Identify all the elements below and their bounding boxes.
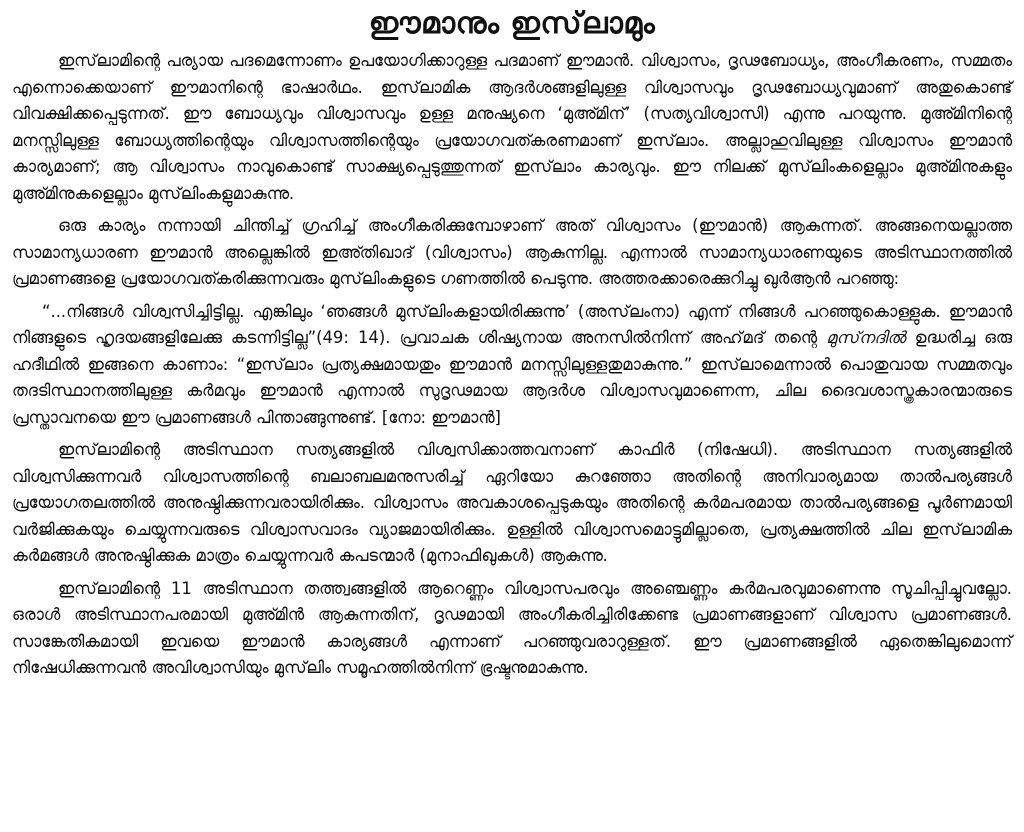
paragraph-quran-hadith-quote <box>12 299 1012 432</box>
document-page <box>12 4 1012 688</box>
quote-text-after-book: ഉദ്ധരിച്ച ഒരു ഹദീഥിൽ ഇങ്ങനെ കാണാം: “ഇസ്‌ലാം പ്രത്യക്ഷമായതും ഈമാൻ മനസ്സിലുള്ളതുമാകുന്നു.” ഇസ്‌ലാമെന്നാൽ പൊതുവായ സമ്മതവും തദടിസ്ഥാനത്തിലുള്ള കർമവും ഈമാൻ എന്നാൽ സുദൃഢമായ ആദർശ വിശ്വാസവുമാണെന്ന, ചില ദൈവശാസ്ത്രകാരന്മാരുടെ പ്രസ്താവനയെ ഈ പ്രമാണങ്ങൾ പിന്താങ്ങുന്നുണ്ട്. [നോ: ഈമാൻ] <box>12 328 1012 427</box>
paragraph-articles-of-faith: ഇസ്‌ലാമിന്റെ 11 അടിസ്ഥാന തത്ത്വങ്ങളിൽ ആറെണ്ണം വിശ്വാസപരവും അഞ്ചെണ്ണം കർമപരവുമാണെന്നു സൂചിപ്പിച്ചുവല്ലോ. ഒരാൾ അടിസ്ഥാനപരമായി മുഅ്മിൻ ആകുന്നതിന്, ദൃഢമായി അംഗീകരിച്ചിരിക്കേണ്ട പ്രമാണങ്ങളാണ് വിശ്വാസ പ്രമാണങ്ങൾ. സാങ്കേതികമായി ഇവയെ ഈമാൻ കാര്യങ്ങൾ എന്നാണ് പറഞ്ഞുവരാറുള്ളത്. ഈ പ്രമാണങ്ങളിൽ ഏതെങ്കിലുമൊന്ന് നിഷേധിക്കുന്നവൻ അവിശ്വാസിയും മുസ്‌ലിം സമൂഹത്തിൽനിന്ന് ഭ്രഷ്ടനുമാകുന്നു. <box>12 578 1012 677</box>
paragraph-belief-understanding: ഒരു കാര്യം നന്നായി ചിന്തിച്ച് ഗ്രഹിച്ച് അംഗീകരിക്കുമ്പോഴാണ് അത് വിശ്വാസം (ഈമാൻ) ആകുന്നത്. അങ്ങനെയല്ലാത്ത സാമാന്യധാരണ ഈമാൻ അല്ലെങ്കിൽ ഇഅ്തിഖാദ് (വിശ്വാസം) ആകുന്നില്ല. എന്നാൽ സാമാന്യധാരണയുടെ അടിസ്ഥാനത്തിൽ പ്രമാണങ്ങളെ പ്രയോഗവത്കരിക്കുന്നവരും മുസ്‌ലിംകളുടെ ഗണത്തിൽ പെടുന്നു. അത്തരക്കാരെക്കുറിച്ചു ഖുർആൻ പറഞ്ഞു: <box>12 216 1012 288</box>
quote-text-before-book: “...നിങ്ങൾ വിശ്വസിച്ചിട്ടില്ല. എങ്കിലും ‘ഞങ്ങൾ മുസ്‌ലിംകളായിരിക്കുന്നു’ (അസ്‌ലംനാ) എന്ന് നിങ്ങൾ പറഞ്ഞുകൊള്ളുക. ഈമാൻ നിങ്ങളുടെ ഹൃദയങ്ങളിലേക്കു കടന്നിട്ടില്ല”(49: 14). പ്രവാചക ശിഷ്യനായ അനസിൽനിന്ന് അഹ്‌മദ് തന്റെ <box>12 301 1012 347</box>
page-title: ഈമാനും ഇസ്‌ലാമും <box>368 6 656 41</box>
book-title-musnad: മുസ്‌നദിൽ <box>826 328 906 347</box>
paragraph-iman-definition: ഇസ്‌ലാമിന്റെ പര്യായ പദമെന്നോണം ഉപയോഗിക്കാറുള്ള പദമാണ് ഈമാൻ. വിശ്വാസം, ദൃഢബോധ്യം, അംഗീകരണം, സമ്മതം എന്നൊക്കെയാണ് ഈമാനിന്റെ ഭാഷാർഥം. ഇസ്‌ലാമിക ആദർശങ്ങളിലുള്ള വിശ്വാസവും ദൃഢബോധ്യവുമാണ് അതുകൊണ്ട് വിവക്ഷിക്കപ്പെടുന്നത്. ഈ ബോധ്യവും വിശ്വാസവും ഉള്ള മനുഷ്യനെ ‘മുഅ്മിന്’ (സത്യവിശ്വാസി) എന്നു പറയുന്നു. മുഅ്മിനിന്റെ മനസ്സിലുള്ള ബോധ്യത്തിന്റെയും വിശ്വാസത്തിന്റെയും പ്രയോഗവത്കരണമാണ് ഇസ്‌ലാം. അല്ലാഹുവിലുള്ള വിശ്വാസം ഈമാൻ കാര്യമാണ്; ആ വിശ്വാസം നാവുകൊണ്ട് സാക്ഷ്യപ്പെടുത്തുന്നത് ഇസ്‌ലാം കാര്യവും. ഈ നിലക്ക് മുസ്‌ലിംകളെല്ലാം മുഅ്മിനുകളും മുഅ്മിനുകളെല്ലാം മുസ്‌ലിംകളുമാകുന്നു. <box>12 51 1012 203</box>
paragraph-kafir-munafiq: ഇസ്‌ലാമിന്റെ അടിസ്ഥാന സത്യങ്ങളിൽ വിശ്വസിക്കാത്തവനാണ് കാഫിർ (നിഷേധി). അടിസ്ഥാന സത്യങ്ങളിൽ വിശ്വസിക്കുന്നവർ വിശ്വാസത്തിന്റെ ബലാബലമനുസരിച്ച് ഏറിയോ കുറഞ്ഞോ അതിന്റെ അനിവാര്യമായ താൽപര്യങ്ങൾ പ്രയോഗതലത്തിൽ അനുഷ്ഠിക്കുന്നവരായിരിക്കും. വിശ്വാസം അവകാശപ്പെടുകയും അതിന്റെ കർമപരമായ താൽപര്യങ്ങളെ പൂർണമായി വർജിക്കുകയും ചെയ്യുന്നവരുടെ വിശ്വാസവാദം വ്യാജമായിരിക്കും. ഉള്ളിൽ വിശ്വാസമൊട്ടുമില്ലാതെ, പ്രത്യക്ഷത്തിൽ ചില ഇസ്‌ലാമിക കർമങ്ങൾ അനുഷ്ഠിക്കുക മാത്രം ചെയ്യുന്നവർ കപടന്മാർ (മുനാഫിഖുകൾ) ആകുന്നു. <box>12 440 1012 565</box>
